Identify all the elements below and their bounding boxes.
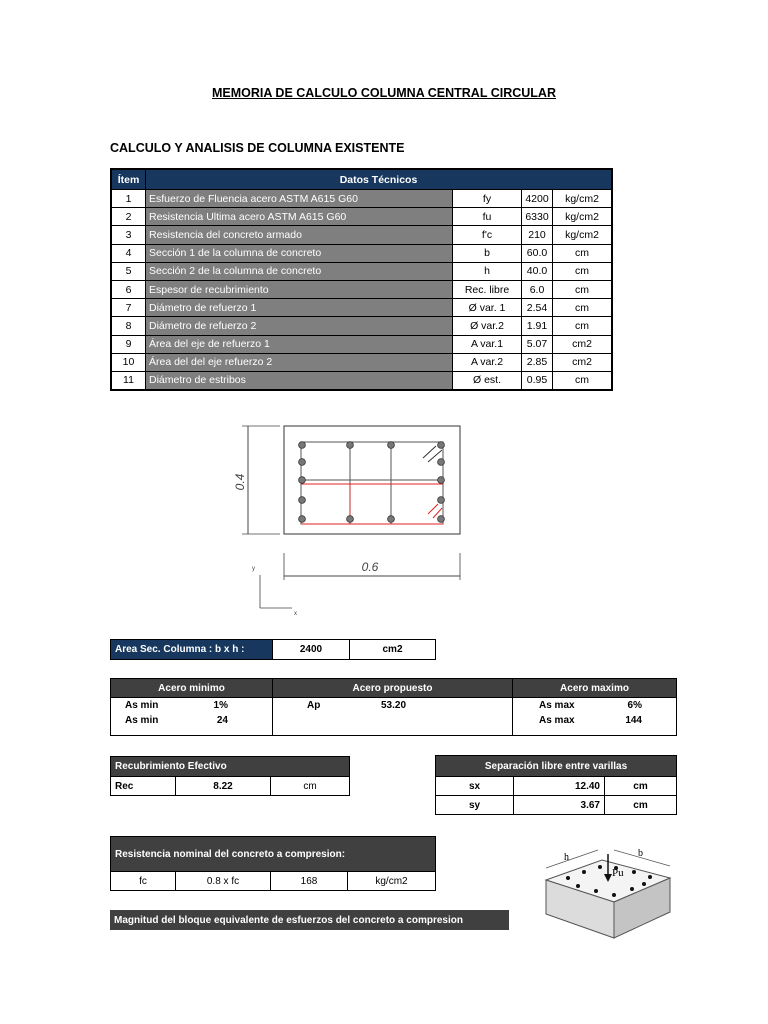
axis-y-label: y — [252, 566, 255, 572]
rebar — [299, 477, 306, 484]
as-min-value-2: 24 — [216, 715, 228, 726]
resistencia-c3: 168 — [271, 872, 348, 891]
item-description: Área del del eje refuerzo 2 — [146, 353, 453, 371]
resistencia-c1: fc — [111, 872, 176, 891]
rebar — [594, 889, 598, 893]
resistencia-table — [110, 836, 436, 891]
as-max-label-1: As max — [539, 700, 575, 711]
rebar — [388, 516, 395, 523]
hook-3 — [428, 504, 438, 514]
pu-label: Pu — [612, 867, 624, 879]
block-figure — [538, 840, 678, 940]
acero-min-header: Acero minimo — [111, 679, 273, 698]
item-description: Espesor de recubrimiento — [146, 280, 453, 298]
rebar — [630, 887, 634, 891]
item-value: 60.0 — [522, 244, 553, 262]
item-symbol: fu — [453, 208, 522, 226]
item-value: 0.95 — [522, 371, 553, 390]
rebar — [438, 442, 445, 449]
ap-value: 53.20 — [381, 700, 407, 711]
rebar — [299, 459, 306, 466]
item-number: 7 — [111, 299, 146, 317]
item-description: Resistencia del concreto armado — [146, 226, 453, 244]
item-symbol: Rec. libre — [453, 280, 522, 298]
recubrimiento-header: Recubrimiento Efectivo — [111, 757, 350, 777]
item-description: Área del eje de refuerzo 1 — [146, 335, 453, 353]
table-row — [111, 335, 612, 353]
table-row — [111, 244, 612, 262]
rebar — [438, 516, 445, 523]
item-value: 6330 — [522, 208, 553, 226]
item-unit: cm — [553, 244, 613, 262]
item-unit: kg/cm2 — [553, 226, 613, 244]
axis-x-label: x — [294, 611, 297, 617]
rebar — [438, 497, 445, 504]
as-min-value-1: 1% — [213, 700, 228, 711]
sx-label: sx — [436, 777, 514, 796]
item-value: 2.54 — [522, 299, 553, 317]
header-item: Ítem — [111, 169, 146, 190]
item-value: 210 — [522, 226, 553, 244]
area-label: Area Sec. Columna : b x h : — [111, 640, 273, 660]
acero-prop-header: Acero propuesto — [273, 679, 513, 698]
acero-max-cell — [513, 698, 677, 736]
as-max-value-2: 144 — [625, 715, 642, 726]
rebar — [438, 459, 445, 466]
rebar — [347, 516, 354, 523]
table-row — [111, 226, 612, 244]
item-description: Diámetro de refuerzo 1 — [146, 299, 453, 317]
table-row — [111, 190, 612, 208]
table-row — [111, 353, 612, 371]
item-description: Diámetro de refuerzo 2 — [146, 317, 453, 335]
separacion-header: Separación libre entre varillas — [436, 756, 677, 777]
item-unit: kg/cm2 — [553, 190, 613, 208]
table-row — [111, 262, 612, 280]
item-number: 4 — [111, 244, 146, 262]
column-section-drawing — [228, 418, 478, 618]
item-value: 40.0 — [522, 262, 553, 280]
rebar — [347, 442, 354, 449]
area-section-table — [110, 639, 436, 660]
rebar — [598, 865, 602, 869]
ap-label: Ap — [307, 700, 321, 711]
acero-prop-cell — [273, 698, 513, 736]
as-max-label-2: As max — [539, 715, 575, 726]
item-symbol: f'c — [453, 226, 522, 244]
rebar — [438, 477, 445, 484]
item-value: 4200 — [522, 190, 553, 208]
item-description: Esfuerzo de Fluencia acero ASTM A615 G60 — [146, 190, 453, 208]
item-number: 10 — [111, 353, 146, 371]
dim-label-b: 0.6 — [361, 560, 379, 574]
item-number: 8 — [111, 317, 146, 335]
section-subtitle: CALCULO Y ANALISIS DE COLUMNA EXISTENTE — [110, 141, 405, 155]
table-row — [111, 208, 612, 226]
item-unit: cm2 — [553, 353, 613, 371]
rebar — [632, 870, 636, 874]
item-symbol: A var.2 — [453, 353, 522, 371]
item-unit: cm2 — [553, 335, 613, 353]
item-unit: cm — [553, 299, 613, 317]
table-row — [111, 371, 612, 390]
recubrimiento-table — [110, 756, 350, 796]
datos-tecnicos-table — [110, 168, 613, 391]
item-unit: cm — [553, 262, 613, 280]
acero-max-header: Acero maximo — [513, 679, 677, 698]
sy-unit: cm — [605, 796, 677, 815]
rec-label: Rec — [111, 777, 176, 796]
item-value: 1.91 — [522, 317, 553, 335]
sx-value: 12.40 — [514, 777, 605, 796]
item-symbol: Ø est. — [453, 371, 522, 390]
bloque-header: Magnitud del bloque equivalente de esfuerzos del concreto a compresion — [110, 910, 509, 930]
resistencia-header: Resistencia nominal del concreto a compresion: — [111, 837, 436, 872]
rebar — [299, 516, 306, 523]
stirrup-outer — [301, 442, 443, 524]
item-value: 5.07 — [522, 335, 553, 353]
page-title: MEMORIA DE CALCULO COLUMNA CENTRAL CIRCULAR — [212, 86, 556, 100]
rec-value: 8.22 — [176, 777, 271, 796]
item-symbol: h — [453, 262, 522, 280]
resistencia-c2: 0.8 x fc — [176, 872, 271, 891]
item-number: 3 — [111, 226, 146, 244]
table-header-row — [111, 169, 612, 190]
acero-table — [110, 678, 677, 736]
item-symbol: b — [453, 244, 522, 262]
sy-value: 3.67 — [514, 796, 605, 815]
rebar — [648, 875, 652, 879]
as-max-value-1: 6% — [627, 700, 642, 711]
item-number: 9 — [111, 335, 146, 353]
item-number: 2 — [111, 208, 146, 226]
rebars — [299, 442, 445, 523]
as-min-label-1: As min — [125, 700, 159, 711]
dim-label-h: 0.4 — [233, 473, 247, 491]
area-unit: cm2 — [350, 640, 436, 660]
rebar — [582, 870, 586, 874]
rec-unit: cm — [271, 777, 350, 796]
rebar — [299, 442, 306, 449]
sy-label: sy — [436, 796, 514, 815]
item-value: 2.85 — [522, 353, 553, 371]
item-description: Diámetro de estribos — [146, 371, 453, 390]
item-unit: cm — [553, 317, 613, 335]
item-symbol: Ø var. 1 — [453, 299, 522, 317]
fig-b-label: b — [638, 848, 643, 859]
rebar — [566, 876, 570, 880]
rebar — [576, 884, 580, 888]
resistencia-c4: kg/cm2 — [348, 872, 436, 891]
item-symbol: Ø var.2 — [453, 317, 522, 335]
item-symbol: A var.1 — [453, 335, 522, 353]
area-value: 2400 — [273, 640, 350, 660]
item-unit: cm — [553, 280, 613, 298]
as-min-label-2: As min — [125, 715, 159, 726]
item-symbol: fy — [453, 190, 522, 208]
table-row — [111, 280, 612, 298]
item-number: 11 — [111, 371, 146, 390]
separacion-table — [435, 755, 677, 815]
rebar — [612, 893, 616, 897]
item-description: Sección 2 de la columna de concreto — [146, 262, 453, 280]
rebar — [299, 497, 306, 504]
rebar — [388, 442, 395, 449]
table-row — [111, 317, 612, 335]
fig-h-label: h — [564, 852, 569, 863]
item-value: 6.0 — [522, 280, 553, 298]
item-number: 6 — [111, 280, 146, 298]
rebar — [642, 882, 646, 886]
item-unit: cm — [553, 371, 613, 390]
item-unit: kg/cm2 — [553, 208, 613, 226]
item-description: Resistencia Ultima acero ASTM A615 G60 — [146, 208, 453, 226]
item-number: 5 — [111, 262, 146, 280]
item-description: Sección 1 de la columna de concreto — [146, 244, 453, 262]
item-number: 1 — [111, 190, 146, 208]
sx-unit: cm — [605, 777, 677, 796]
acero-min-cell — [111, 698, 273, 736]
table-row — [111, 299, 612, 317]
header-datos-tecnicos: Datos Técnicos — [146, 169, 613, 190]
